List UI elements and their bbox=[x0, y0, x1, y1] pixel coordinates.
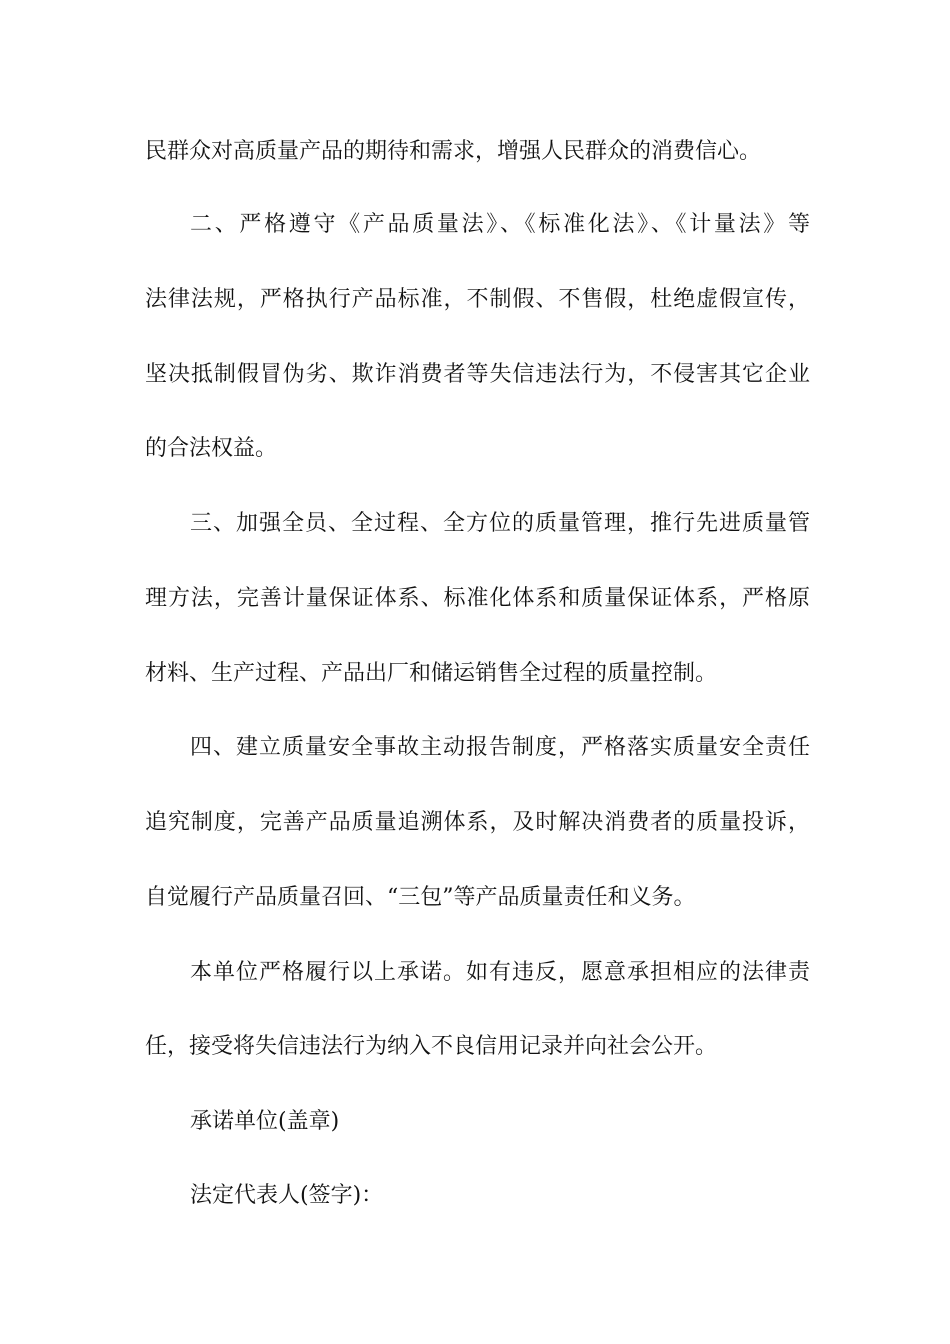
paragraph-3-line-1: 三、加强全员、全过程、全方位的质量管理，推行先进质量管 bbox=[190, 511, 810, 536]
paragraph-4-line-1: 四、建立质量安全事故主动报告制度，严格落实质量安全责任 bbox=[190, 735, 810, 760]
seal-label: 承诺单位(盖章) bbox=[190, 1109, 340, 1134]
paragraph-2-line-3: 坚决抵制假冒伪劣、欺诈消费者等失信违法行为，不侵害其它企业 bbox=[145, 362, 810, 387]
paragraph-1-line-1: 民群众对高质量产品的期待和需求，增强人民群众的消费信心。 bbox=[145, 139, 762, 164]
paragraph-4-line-2: 追究制度，完善产品质量追溯体系，及时解决消费者的质量投诉， bbox=[145, 810, 810, 835]
paragraph-3-line-3: 材料、生产过程、产品出厂和储运销售全过程的质量控制。 bbox=[145, 661, 718, 686]
paragraph-5-line-2: 任，接受将失信违法行为纳入不良信用记录并向社会公开。 bbox=[145, 1034, 718, 1059]
paragraph-3-line-2: 理方法，完善计量保证体系、标准化体系和质量保证体系，严格原 bbox=[145, 586, 810, 611]
paragraph-2-line-1: 二、严格遵守《产品质量法》、《标准化法》、《计量法》等 bbox=[190, 212, 810, 237]
paragraph-5-line-1: 本单位严格履行以上承诺。如有违反，愿意承担相应的法律责 bbox=[190, 960, 810, 985]
paragraph-2-line-2: 法律法规，严格执行产品标准，不制假、不售假，杜绝虚假宣传， bbox=[145, 287, 810, 312]
paragraph-4-line-3: 自觉履行产品质量召回、“三包”等产品质量责任和义务。 bbox=[145, 885, 696, 910]
paragraph-2-line-4: 的合法权益。 bbox=[145, 436, 278, 461]
signature-label: 法定代表人(签字)： bbox=[190, 1183, 384, 1208]
